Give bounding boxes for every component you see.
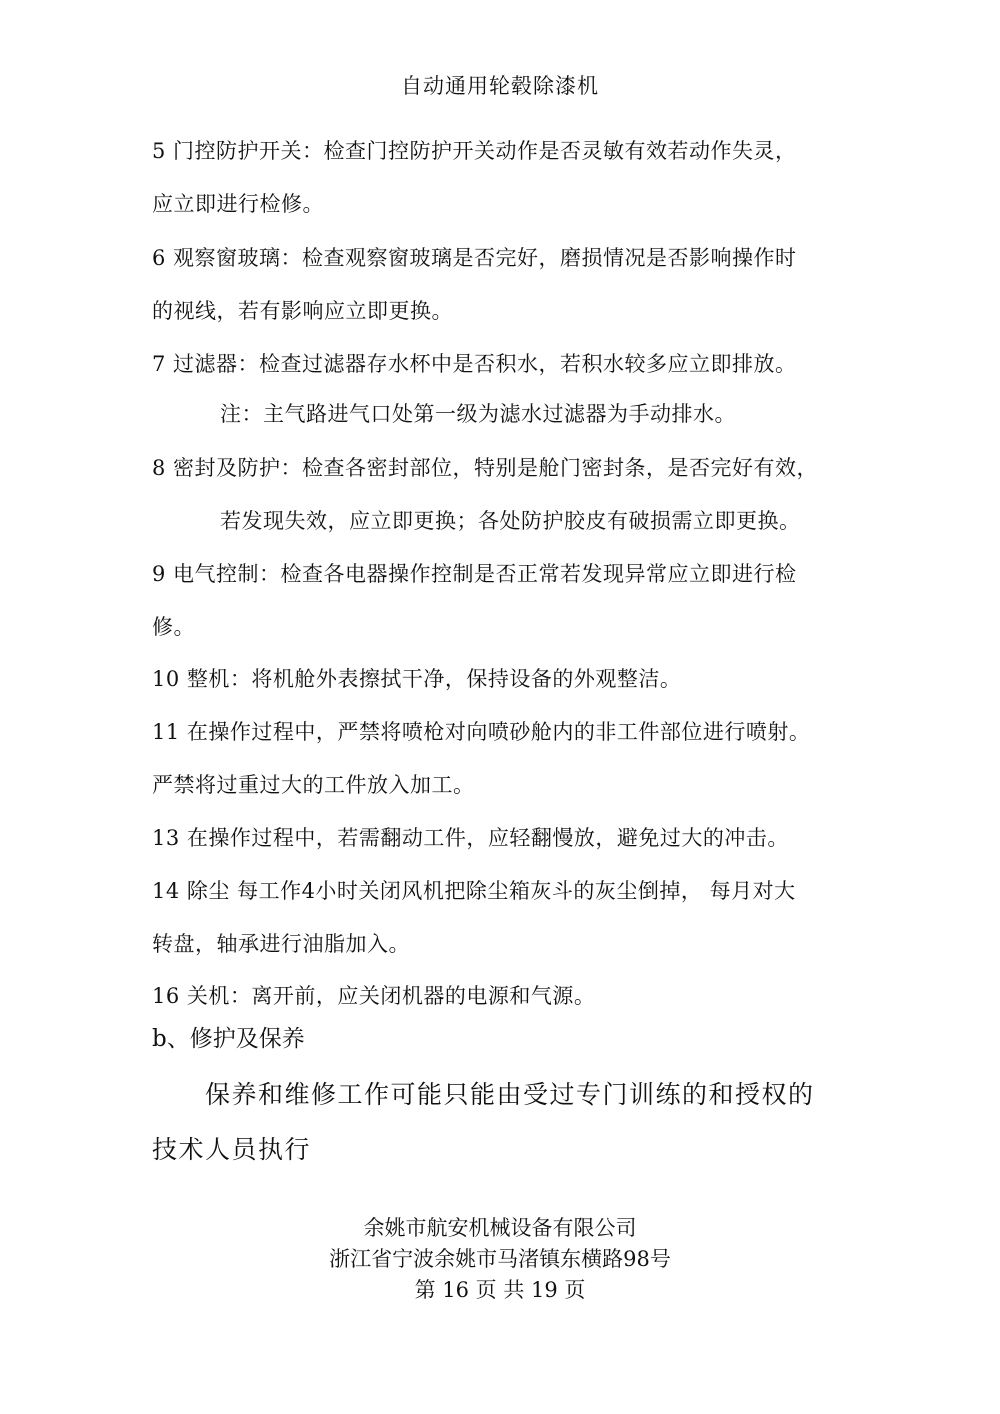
item-11-line-1: 11 在操作过程中，严禁将喷枪对向喷砂舱内的非工件部位进行喷射。 <box>152 720 811 744</box>
item-7-note: 注：主气路进气口处第一级为滤水过滤器为手动排水。 <box>220 402 736 426</box>
item-6-line-1: 6 观察窗玻璃：检查观察窗玻璃是否完好，磨损情况是否影响操作时 <box>152 246 797 270</box>
footer-company: 余姚市航安机械设备有限公司 <box>363 1216 637 1240</box>
item-14-line-1: 14 除尘 每工作4小时关闭风机把除尘箱灰斗的灰尘倒掉， 每月对大 <box>152 879 796 903</box>
page-header-title: 自动通用轮毂除漆机 <box>401 74 599 98</box>
footer-page-info: 第 16 页 共 19 页 <box>414 1278 586 1302</box>
item-11-line-2: 严禁将过重过大的工件放入加工。 <box>152 773 475 797</box>
item-14-line-2: 转盘，轴承进行油脂加入。 <box>152 932 410 956</box>
section-b-heading: b、修护及保养 <box>152 1026 305 1052</box>
item-16-line-1: 16 关机：离开前，应关闭机器的电源和气源。 <box>152 984 596 1008</box>
item-8-line-2: 若发现失效，应立即更换；各处防护胶皮有破损需立即更换。 <box>220 509 801 533</box>
item-5-line-1: 5 门控防护开关：检查门控防护开关动作是否灵敏有效若动作失灵， <box>152 139 797 163</box>
item-5-line-2: 应立即进行检修。 <box>152 192 324 216</box>
item-6-line-2: 的视线，若有影响应立即更换。 <box>152 299 453 323</box>
item-13-line-1: 13 在操作过程中，若需翻动工件，应轻翻慢放，避免过大的冲击。 <box>152 826 789 850</box>
item-8-line-1: 8 密封及防护：检查各密封部位，特别是舱门密封条，是否完好有效， <box>152 456 819 480</box>
section-b-paragraph-line-2: 技术人员执行 <box>152 1135 312 1164</box>
item-9-line-1: 9 电气控制：检查各电器操作控制是否正常若发现异常应立即进行检 <box>152 562 797 586</box>
item-9-line-2: 修。 <box>152 615 195 639</box>
footer-address: 浙江省宁波余姚市马渚镇东横路98号 <box>329 1247 671 1271</box>
section-b-paragraph-line-1: 保养和维修工作可能只能由受过专门训练的和授权的 <box>205 1080 815 1109</box>
item-7-line-1: 7 过滤器：检查过滤器存水杯中是否积水，若积水较多应立即排放。 <box>152 352 797 376</box>
item-10-line-1: 10 整机：将机舱外表擦拭干净，保持设备的外观整洁。 <box>152 667 682 691</box>
